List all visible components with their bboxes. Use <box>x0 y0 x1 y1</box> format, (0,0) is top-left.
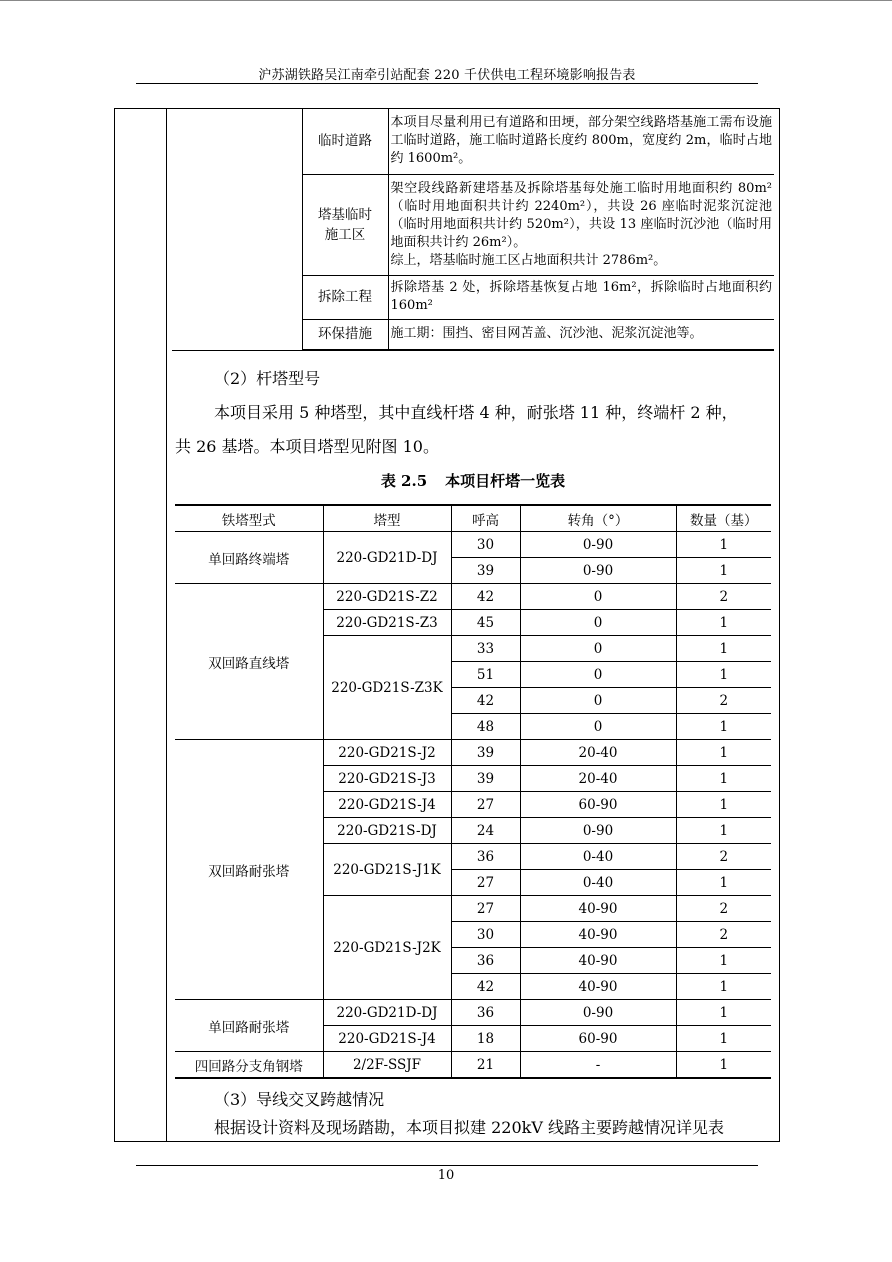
tower-model-cell: 220-GD21S-Z2 <box>323 584 451 610</box>
turn-angle-cell: 0-40 <box>520 844 676 870</box>
turn-angle-cell: 0 <box>520 662 676 688</box>
tower-table <box>175 504 771 1079</box>
section-heading: （3）导线交叉跨越情况 <box>214 1090 385 1109</box>
turn-angle-cell: 0-90 <box>520 1000 676 1026</box>
turn-angle-cell: 0 <box>520 584 676 610</box>
quantity-cell: 2 <box>676 844 771 870</box>
caption-title: 本项目杆塔一览表 <box>445 472 566 490</box>
turn-angle-cell: 60-90 <box>520 1026 676 1052</box>
header-rule <box>136 83 758 84</box>
call-height-cell: 42 <box>451 688 520 714</box>
quantity-cell: 1 <box>676 792 771 818</box>
call-height-cell: 45 <box>451 610 520 636</box>
row-text: 本项目尽量利用已有道路和田埂，部分架空线路塔基施工需布设施工临时道路，施工临时道路长度约 800m，宽度约 2m，临时占地约 1600m²。 <box>388 108 774 174</box>
tower-model-cell: 220-GD21S-DJ <box>323 818 451 844</box>
quantity-cell: 1 <box>676 1026 771 1052</box>
table-row <box>175 532 771 558</box>
row-text: 施工期：围挡、密目网苫盖、沉沙池、泥浆沉淀池等。 <box>388 319 774 350</box>
tower-model-cell: 220-GD21D-DJ <box>323 1000 451 1026</box>
turn-angle-cell: 0 <box>520 610 676 636</box>
turn-angle-cell: 0 <box>520 636 676 662</box>
quantity-cell: 1 <box>676 662 771 688</box>
call-height-cell: 21 <box>451 1052 520 1079</box>
quantity-cell: 2 <box>676 584 771 610</box>
row-label <box>302 174 388 275</box>
paragraph-line: 共 26 基塔。本项目塔型见附图 10。 <box>175 437 439 456</box>
row-text-p1: 架空段线路新建塔基及拆除塔基每处施工临时用地面积约 80m²（临时用地面积共计约 2240m²），共设 26 座临时泥浆沉淀池（临时用地面积共计约 520m²），共设 13 座临时沉沙池（临时用地面积共计约 26m²）。 <box>390 180 772 250</box>
tower-type-cell: 双回路耐张塔 <box>175 740 323 1000</box>
turn-angle-cell: 60-90 <box>520 792 676 818</box>
quantity-cell: 1 <box>676 974 771 1000</box>
paragraph-line: 本项目采用 5 种塔型，其中直线杆塔 4 种，耐张塔 11 种，终端杆 2 种， <box>214 403 738 422</box>
quantity-cell: 1 <box>676 818 771 844</box>
caption-number: 表 2.5 <box>380 472 428 490</box>
row-label: 临时道路 <box>302 108 388 174</box>
tower-model-cell: 220-GD21D-DJ <box>323 532 451 584</box>
turn-angle-cell: 40-90 <box>520 896 676 922</box>
call-height-cell: 27 <box>451 896 520 922</box>
row-label: 拆除工程 <box>302 275 388 319</box>
quantity-cell: 1 <box>676 636 771 662</box>
tower-model-cell: 220-GD21S-J4 <box>323 1026 451 1052</box>
row-text: 拆除塔基 2 处，拆除塔基恢复占地 16m²，拆除临时占地面积约 160m² <box>388 275 774 319</box>
empty-cell <box>172 108 302 350</box>
turn-angle-cell: 40-90 <box>520 922 676 948</box>
turn-angle-cell: 0 <box>520 714 676 740</box>
call-height-cell: 30 <box>451 532 520 558</box>
tower-type-cell: 四回路分支角钢塔 <box>175 1052 323 1079</box>
turn-angle-cell: 0-40 <box>520 870 676 896</box>
call-height-cell: 48 <box>451 714 520 740</box>
paragraph-line: 根据设计资料及现场踏勘，本项目拟建 220kV 线路主要跨越情况详见表 <box>214 1118 724 1137</box>
tower-model-cell: 220-GD21S-Z3 <box>323 610 451 636</box>
row-text-p2: 综上，塔基临时施工区占地面积共计 2786m²。 <box>390 252 667 268</box>
quantity-cell: 1 <box>676 766 771 792</box>
turn-angle-cell: 40-90 <box>520 974 676 1000</box>
tower-model-cell: 220-GD21S-Z3K <box>323 636 451 740</box>
row-label-text: 塔基临时施工区 <box>318 206 372 243</box>
call-height-cell: 51 <box>451 662 520 688</box>
turn-angle-cell: 0-90 <box>520 558 676 584</box>
quantity-cell: 1 <box>676 870 771 896</box>
row-label: 环保措施 <box>302 319 388 350</box>
call-height-cell: 39 <box>451 740 520 766</box>
call-height-cell: 30 <box>451 922 520 948</box>
call-height-cell: 24 <box>451 818 520 844</box>
quantity-cell: 1 <box>676 1000 771 1026</box>
tower-model-cell: 220-GD21S-J2K <box>323 896 451 1000</box>
header-row <box>175 505 771 532</box>
table-row <box>172 108 774 174</box>
temporary-works-table <box>172 108 774 351</box>
call-height-cell: 36 <box>451 844 520 870</box>
quantity-cell: 1 <box>676 948 771 974</box>
frame-column-divider <box>166 108 167 1142</box>
turn-angle-cell: 40-90 <box>520 948 676 974</box>
turn-angle-cell: - <box>520 1052 676 1079</box>
tower-type-cell: 双回路直线塔 <box>175 584 323 740</box>
tower-model-cell: 220-GD21S-J1K <box>323 844 451 896</box>
call-height-cell: 27 <box>451 870 520 896</box>
table-row <box>175 1000 771 1026</box>
quantity-cell: 2 <box>676 922 771 948</box>
quantity-cell: 1 <box>676 740 771 766</box>
call-height-cell: 18 <box>451 1026 520 1052</box>
tower-model-cell: 220-GD21S-J3 <box>323 766 451 792</box>
turn-angle-cell: 0 <box>520 688 676 714</box>
tower-type-cell: 单回路耐张塔 <box>175 1000 323 1052</box>
table-caption <box>172 470 774 491</box>
tower-type-cell: 单回路终端塔 <box>175 532 323 584</box>
column-header: 铁塔型式 <box>175 505 323 532</box>
turn-angle-cell: 0-90 <box>520 532 676 558</box>
call-height-cell: 42 <box>451 974 520 1000</box>
tower-table-body <box>175 532 771 1079</box>
tower-model-cell: 220-GD21S-J4 <box>323 792 451 818</box>
quantity-cell: 2 <box>676 688 771 714</box>
quantity-cell: 1 <box>676 1052 771 1079</box>
footer-rule <box>136 1165 758 1166</box>
call-height-cell: 27 <box>451 792 520 818</box>
quantity-cell: 1 <box>676 610 771 636</box>
page-number: 10 <box>437 1168 455 1183</box>
call-height-cell: 36 <box>451 948 520 974</box>
call-height-cell: 39 <box>451 766 520 792</box>
turn-angle-cell: 0-90 <box>520 818 676 844</box>
column-header: 呼高 <box>451 505 520 532</box>
call-height-cell: 33 <box>451 636 520 662</box>
quantity-cell: 2 <box>676 896 771 922</box>
tower-model-cell: 220-GD21S-J2 <box>323 740 451 766</box>
row-text <box>388 174 774 275</box>
quantity-cell: 1 <box>676 532 771 558</box>
column-header: 塔型 <box>323 505 451 532</box>
quantity-cell: 1 <box>676 714 771 740</box>
call-height-cell: 42 <box>451 584 520 610</box>
column-header: 转角（°） <box>520 505 676 532</box>
table-row <box>175 1052 771 1079</box>
tower-model-cell: 2/2F-SSJF <box>323 1052 451 1079</box>
turn-angle-cell: 20-40 <box>520 766 676 792</box>
call-height-cell: 39 <box>451 558 520 584</box>
top-edge-line <box>0 0 892 1</box>
table-row <box>175 740 771 766</box>
table-row <box>175 584 771 610</box>
call-height-cell: 36 <box>451 1000 520 1026</box>
turn-angle-cell: 20-40 <box>520 740 676 766</box>
quantity-cell: 1 <box>676 558 771 584</box>
column-header: 数量（基） <box>676 505 771 532</box>
section-heading: （2）杆塔型号 <box>214 369 321 388</box>
page-header: 沪苏湖铁路吴江南牵引站配套 220 千伏供电工程环境影响报告表 <box>258 68 636 83</box>
